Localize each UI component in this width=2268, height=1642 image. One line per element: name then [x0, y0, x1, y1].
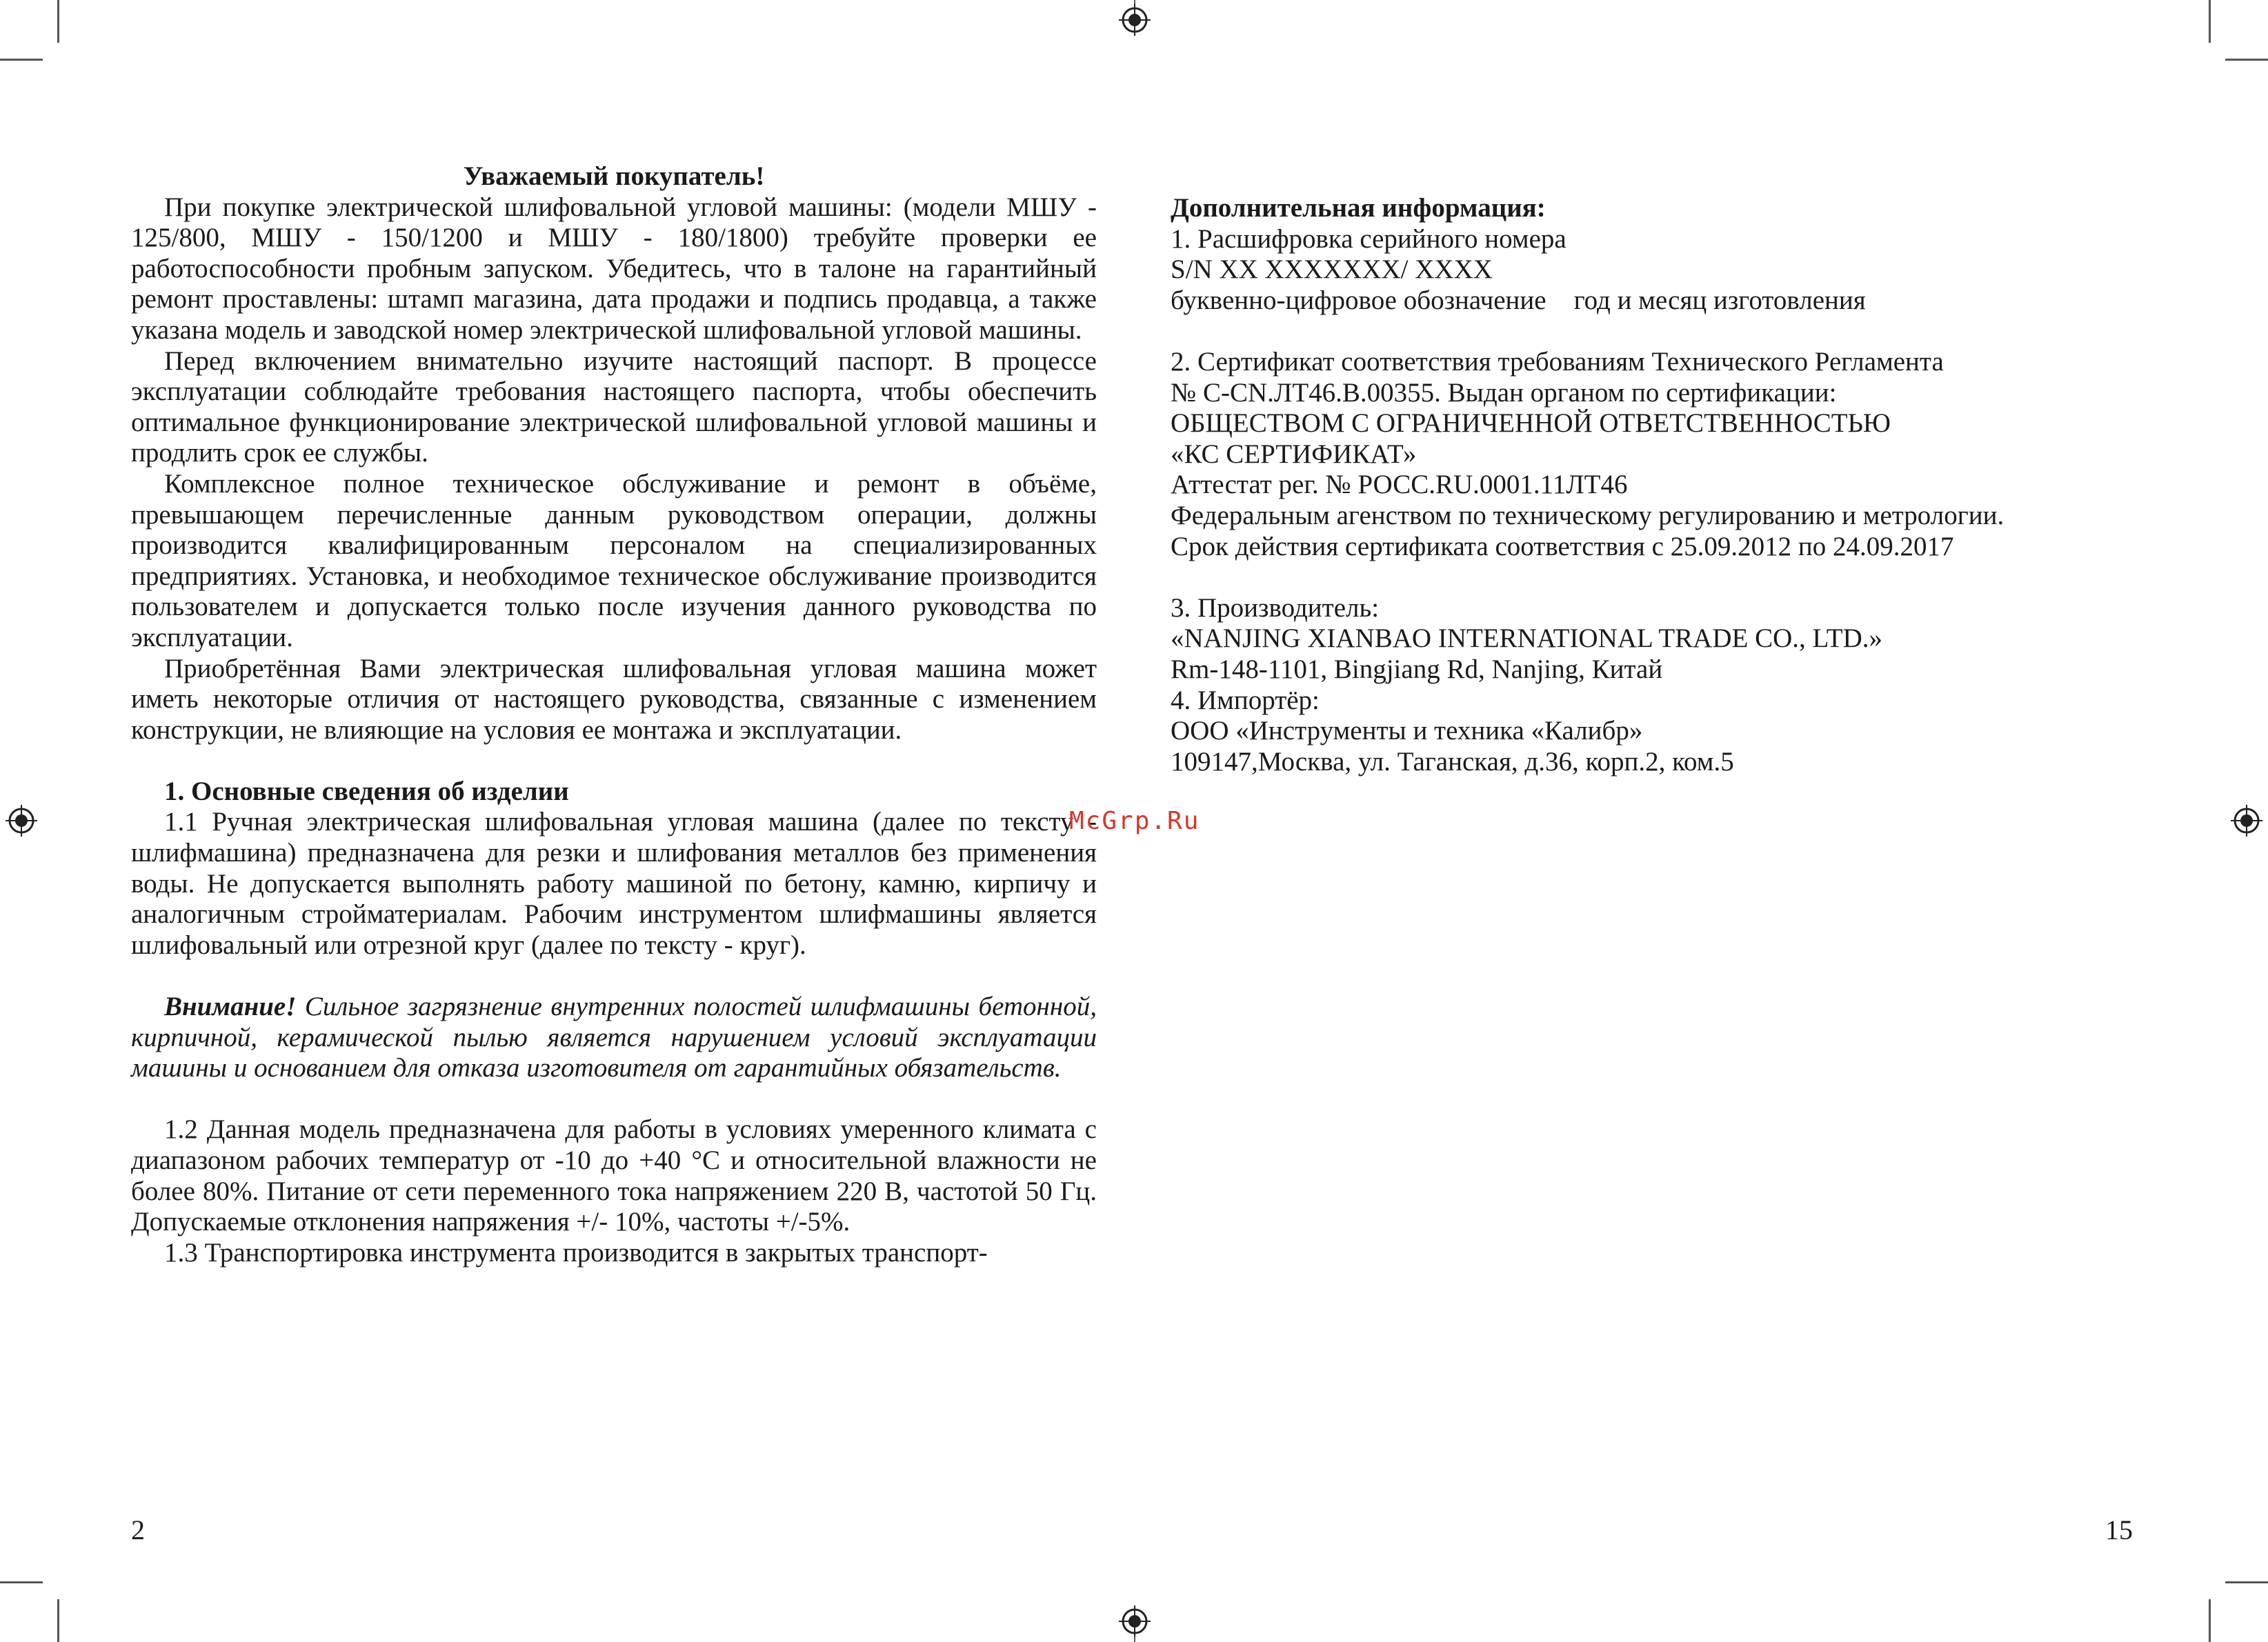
- page-number-right: 15: [2105, 1514, 2133, 1545]
- info-line: 1. Расшифровка серийного номера: [1171, 223, 1566, 254]
- info-line: Аттестат рег. № РОСС.RU.0001.11ЛТ46: [1171, 470, 1628, 500]
- info-line: «NANJING XIANBAO INTERNATIONAL TRADE CO., LTD.»: [1171, 623, 1882, 654]
- crop-mark: [2209, 0, 2211, 43]
- info-line: ООО «Инструменты и техника «Калибр»: [1171, 716, 1643, 746]
- registration-mark-icon: [1119, 1605, 1151, 1637]
- info-line: 2. Сертификат соответствия требованиям Технического Регламента: [1171, 346, 1944, 377]
- info-line: 4. Импортёр:: [1171, 685, 1320, 715]
- crop-mark: [2225, 59, 2268, 61]
- watermark: McGrp.Ru: [1069, 807, 1200, 835]
- warning-paragraph: [131, 992, 1097, 1084]
- serial-legend-date: год и месяц изготовления: [1573, 285, 1866, 315]
- paragraph-1-2: 1.2 Данная модель предназначена для работы в условиях умеренного климата с диапазоном рабочих температур от -10 до +40 °С и относительной влажности не более 80%. Питание от сети переменного тока напряжением 220 В, частотой 50 Гц. Допускаемые отклонения напряжения +/- 10%, частоты +/-5%.: [131, 1114, 1097, 1237]
- additional-info-title: Дополнительная информация:: [1171, 193, 1546, 223]
- info-line: Срок действия сертификата соответствия с 25.09.2012 по 24.09.2017: [1171, 531, 1954, 561]
- info-line: 3. Производитель:: [1171, 592, 1380, 623]
- left-page-column: [131, 161, 1097, 1268]
- greeting-heading: Уважаемый покупатель!: [463, 161, 765, 191]
- paragraph-1-1: 1.1 Ручная электрическая шлифовальная угловая машина (далее по тексту - шлифмашина) предназначена для резки и шлифования металлов без применения воды. Не допускается выполнять работу машиной по бетону, камню, кирпичу и аналогичным стройматериалам. Рабочим инструментом шлифмашины является шлифовальный или отрезной круг (далее по тексту - круг).: [131, 807, 1097, 960]
- info-line: 109147,Москва, ул. Таганская, д.36, корп.2, ком.5: [1171, 746, 1734, 777]
- info-line: ОБЩЕСТВОМ С ОГРАНИЧЕННОЙ ОТВЕТСТВЕННОСТЬЮ: [1171, 408, 1891, 439]
- info-line: № C-CN.ЛТ46.В.00355. Выдан органом по сертификации:: [1171, 377, 1837, 408]
- right-page-column: [1171, 193, 2171, 777]
- info-line: Федеральным агенством по техническому регулированию и метрологии.: [1171, 500, 2005, 530]
- serial-number-legend: [1171, 286, 2171, 317]
- intro-paragraph: Приобретённая Вами электрическая шлифовальная угловая машина может иметь некоторые отличия от настоящего руководства, связанные с изменением конструкции, не влияющие на условия ее монтажа и эксплуатации.: [131, 653, 1097, 745]
- warning-label: Внимание!: [164, 992, 297, 1022]
- intro-paragraph: Комплексное полное техническое обслуживание и ремонт в объёме, превышающем перечисленные данным руководством операции, должны производится квалифицированным персоналом на специализированных предприятиях. Установка, и необходимое техническое обслуживание производится пользователем и допускается только после изучения данного руководства по эксплуатации.: [131, 468, 1097, 652]
- section-1-title: 1. Основные сведения об изделии: [164, 776, 569, 806]
- crop-mark: [57, 0, 59, 43]
- registration-mark-icon: [6, 805, 37, 837]
- intro-paragraph: При покупке электрической шлифовальной угловой машины: (модели МШУ - 125/800, МШУ - 150/1200 и МШУ - 180/1800) требуйте проверки ее работоспособности пробным запуском. Убедитесь, что в талоне на гарантийный ремонт проставлены: штамп магазина, дата продажи и подпись продавца, а также указана модель и заводской номер электрической шлифовальной угловой машины.: [131, 192, 1097, 345]
- info-line: «КС СЕРТИФИКАТ»: [1171, 439, 1417, 469]
- warning-text: Сильное загрязнение внутренних полостей шлифмашины бетонной, кирпичной, керамической пылью является нарушением условий эксплуатации машины и основанием для отказа изготовителя от гарантийных обязательств.: [131, 992, 1097, 1083]
- page-number-left: 2: [131, 1514, 145, 1545]
- paragraph-1-3: 1.3 Транспортировка инструмента производится в закрытых транспорт-: [164, 1237, 988, 1268]
- registration-mark-icon: [2231, 805, 2262, 837]
- serial-number-format: S/N XX XXXXXXX/ XXXX: [1171, 254, 1493, 285]
- serial-legend-code: буквенно-цифровое обозначение: [1171, 285, 1546, 315]
- intro-paragraph: Перед включением внимательно изучите настоящий паспорт. В процессе эксплуатации соблюдайте требования настоящего паспорта, чтобы обеспечить оптимальное функционирование электрической шлифовальной угловой машины и продлить срок ее службы.: [131, 346, 1097, 468]
- crop-mark: [0, 59, 43, 61]
- crop-mark: [2209, 1599, 2211, 1642]
- info-line: Rm-148-1101, Bingjiang Rd, Nanjing, Китай: [1171, 654, 1663, 684]
- crop-mark: [2225, 1581, 2268, 1583]
- crop-mark: [57, 1599, 59, 1642]
- crop-mark: [0, 1581, 43, 1583]
- registration-mark-icon: [1119, 4, 1151, 36]
